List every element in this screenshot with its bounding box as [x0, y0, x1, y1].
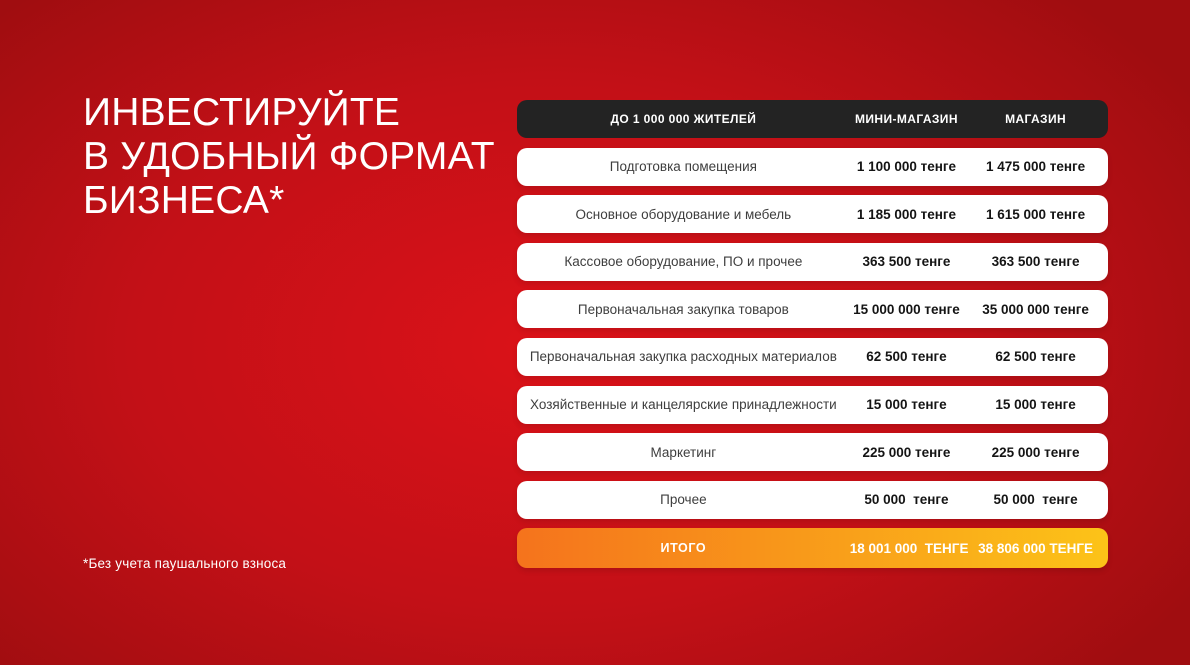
- table-row: [517, 433, 1108, 471]
- table-row: [517, 481, 1108, 519]
- total-label: ИТОГО: [660, 541, 707, 556]
- row-value-mini: 1 185 000 тенге: [856, 206, 957, 222]
- row-value-store: 35 000 000 тенге: [982, 301, 1089, 317]
- row-label: Кассовое оборудование, ПО и прочее: [564, 254, 803, 270]
- table-row: [517, 290, 1108, 328]
- row-value-store: 50 000 тенге: [993, 492, 1078, 508]
- row-label: Основное оборудование и мебель: [575, 206, 792, 222]
- table-header-row: [517, 100, 1108, 138]
- table-row: [517, 195, 1108, 233]
- page-title: [83, 91, 495, 223]
- header-cell-store: МАГАЗИН: [1005, 112, 1067, 126]
- row-label: Первоначальная закупка расходных материалов: [529, 349, 837, 365]
- header-cell-mini-store: МИНИ-МАГАЗИН: [855, 112, 958, 126]
- table-total-row: [517, 528, 1108, 568]
- row-label: Первоначальная закупка товаров: [577, 301, 789, 317]
- table-row: [517, 338, 1108, 376]
- row-value-mini: 225 000 тенге: [862, 444, 951, 460]
- total-value-store: 38 806 000 ТЕНГЕ: [978, 540, 1094, 556]
- row-value-store: 15 000 тенге: [995, 397, 1076, 413]
- investment-table: [517, 100, 1108, 568]
- table-body: [517, 148, 1108, 519]
- row-value-mini: 15 000 тенге: [866, 397, 947, 413]
- table-row: [517, 243, 1108, 281]
- table-row: [517, 148, 1108, 186]
- row-value-store: 225 000 тенге: [991, 444, 1080, 460]
- row-value-mini: 50 000 тенге: [864, 492, 949, 508]
- row-label: Подготовка помещения: [609, 159, 757, 175]
- row-value-mini: 1 100 000 тенге: [856, 159, 957, 175]
- row-value-mini: 363 500 тенге: [862, 254, 951, 270]
- total-value-mini: 18 001 000 ТЕНГЕ: [849, 540, 969, 556]
- row-value-mini: 15 000 000 тенге: [853, 301, 960, 317]
- table-row: [517, 386, 1108, 424]
- row-value-store: 363 500 тенге: [991, 254, 1080, 270]
- header-cell-location: ДО 1 000 000 ЖИТЕЛЕЙ: [610, 112, 757, 126]
- row-label: Хозяйственные и канцелярские принадлежности: [529, 397, 837, 413]
- row-label: Прочее: [660, 492, 707, 508]
- row-label: Маркетинг: [650, 444, 717, 460]
- row-value-store: 62 500 тенге: [995, 349, 1076, 365]
- footnote: *Без учета паушального взноса: [83, 556, 287, 571]
- page-title-line: В УДОБНЫЙ ФОРМАТ: [83, 135, 495, 178]
- row-value-store: 1 615 000 тенге: [985, 206, 1086, 222]
- page-title-line: ИНВЕСТИРУЙТЕ: [83, 91, 401, 134]
- page-title-line: БИЗНЕСА*: [83, 179, 285, 222]
- row-value-mini: 62 500 тенге: [866, 349, 947, 365]
- row-value-store: 1 475 000 тенге: [985, 159, 1086, 175]
